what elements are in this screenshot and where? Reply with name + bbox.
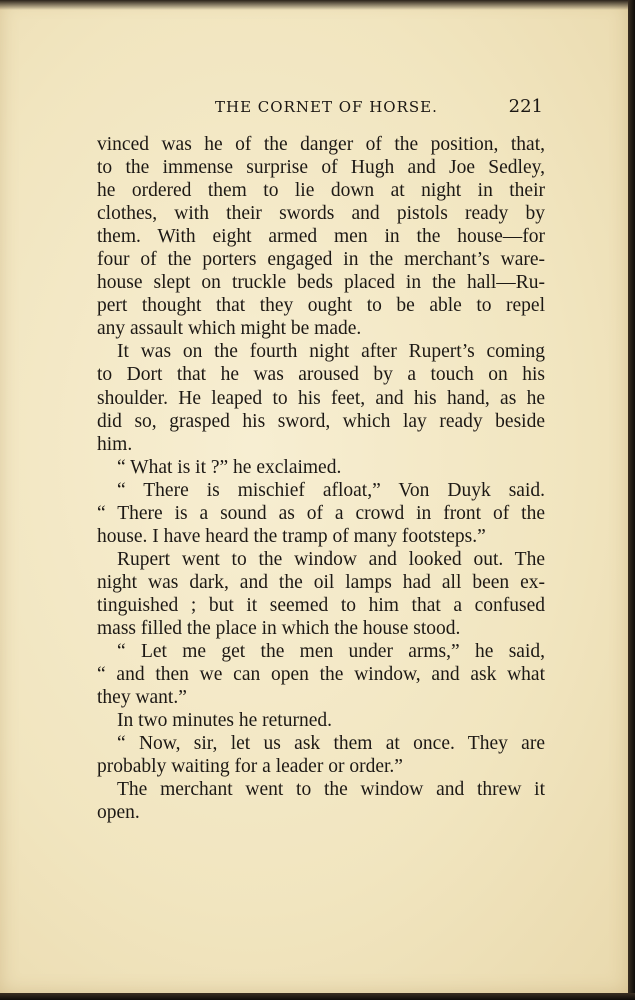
text-line: “ Now, sir, let us ask them at once. They are bbox=[117, 733, 545, 755]
text-line: “ There is a sound as of a crowd in front of the bbox=[97, 502, 545, 524]
text-line: In two minutes he returned. bbox=[117, 710, 332, 732]
running-head bbox=[97, 96, 545, 118]
text-line: “ There is mischief afloat,” Von Duyk said. bbox=[117, 479, 545, 501]
text-line: four of the porters engaged in the merchant’s ware- bbox=[97, 249, 545, 271]
text-line: did so, grasped his sword, which lay ready beside bbox=[97, 410, 545, 432]
text-line: “ Let me get the men under arms,” he said, bbox=[117, 641, 545, 663]
text-line: vinced was he of the danger of the position, that, bbox=[97, 134, 545, 155]
text-line: probably waiting for a leader or order.” bbox=[97, 756, 403, 778]
text-line: tinguished ; but it seemed to him that a confused bbox=[97, 594, 545, 616]
text-line: any assault which might be made. bbox=[97, 318, 362, 340]
text-line: Rupert went to the window and looked out. The bbox=[117, 548, 545, 570]
text-line: open. bbox=[97, 802, 140, 824]
text-line: “ What is it ?” he exclaimed. bbox=[117, 456, 342, 478]
text-line: to Dort that he was aroused by a touch on his bbox=[97, 364, 545, 386]
text-line: house slept on truckle beds placed in the hall—Ru- bbox=[97, 272, 545, 294]
text-line: pert thought that they ought to be able to repel bbox=[97, 295, 545, 317]
text-line: them. With eight armed men in the house—for bbox=[97, 226, 545, 248]
text-line: The merchant went to the window and threw it bbox=[117, 779, 545, 801]
text-line: “ and then we can open the window, and ask what bbox=[97, 664, 545, 686]
text-line: he ordered them to lie down at night in their bbox=[97, 180, 545, 202]
text-line: shoulder. He leaped to his feet, and his hand, as he bbox=[97, 387, 545, 409]
scan-bottom-edge bbox=[0, 993, 635, 1000]
page-number: 221 bbox=[508, 96, 543, 117]
scan-right-edge bbox=[628, 0, 635, 1000]
body-text bbox=[97, 133, 545, 824]
running-head-title: THE CORNET OF HORSE. bbox=[215, 98, 438, 116]
scan-top-shadow bbox=[0, 0, 635, 10]
text-line: house. I have heard the tramp of many footsteps.” bbox=[97, 525, 486, 547]
text-line: night was dark, and the oil lamps had all been ex- bbox=[97, 571, 545, 593]
text-line: they want.” bbox=[97, 687, 187, 709]
text-line: to the immense surprise of Hugh and Joe Sedley, bbox=[97, 157, 545, 179]
text-line: mass filled the place in which the house stood. bbox=[97, 617, 461, 639]
text-line: clothes, with their swords and pistols ready by bbox=[97, 203, 545, 225]
text-line: him. bbox=[97, 433, 133, 455]
text-line: It was on the fourth night after Rupert’s coming bbox=[117, 341, 545, 363]
